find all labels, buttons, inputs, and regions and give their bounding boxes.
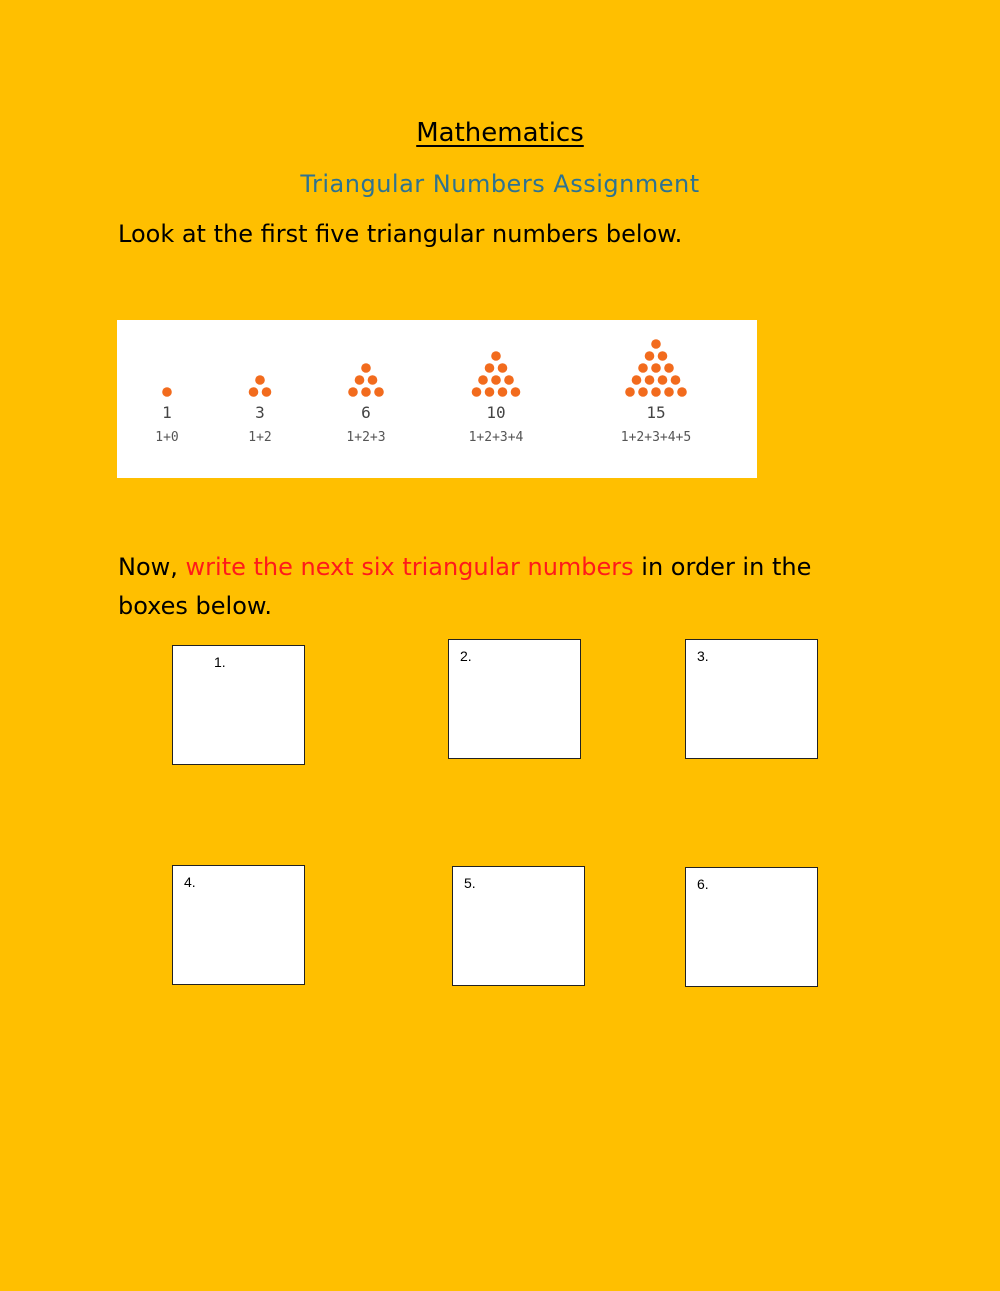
answer-box-label: 3. bbox=[697, 648, 709, 664]
dot bbox=[645, 351, 655, 361]
dot bbox=[498, 387, 508, 397]
answer-box-6[interactable] bbox=[685, 867, 818, 987]
triangular-dots-diagram bbox=[117, 320, 757, 478]
dot bbox=[651, 387, 661, 397]
dot bbox=[632, 375, 642, 385]
triangular-number-label: 15 bbox=[646, 403, 666, 422]
dot bbox=[162, 387, 172, 397]
instruction-after: in order in the boxes below. bbox=[118, 553, 812, 620]
answer-box-5[interactable] bbox=[452, 866, 585, 986]
dot bbox=[651, 363, 661, 373]
answer-box-label: 1. bbox=[214, 654, 226, 670]
page-subtitle: Triangular Numbers Assignment bbox=[300, 170, 700, 198]
dot bbox=[361, 387, 371, 397]
intro-text: Look at the first five triangular numbers below. bbox=[118, 220, 683, 248]
sum-expression-label: 1+0 bbox=[155, 430, 179, 445]
dot bbox=[664, 363, 674, 373]
dot bbox=[368, 375, 378, 385]
triangular-number-label: 10 bbox=[486, 403, 506, 422]
dot bbox=[472, 387, 482, 397]
dot bbox=[677, 387, 687, 397]
dot bbox=[638, 387, 648, 397]
answer-box-label: 6. bbox=[697, 876, 709, 892]
triangular-number-label: 1 bbox=[162, 403, 172, 422]
dot bbox=[498, 363, 508, 373]
answer-box-label: 5. bbox=[464, 875, 476, 891]
answer-box-2[interactable] bbox=[448, 639, 581, 759]
sum-expression-label: 1+2+3+4+5 bbox=[620, 430, 692, 445]
dot bbox=[658, 351, 668, 361]
dot bbox=[361, 363, 371, 373]
dot bbox=[249, 387, 259, 397]
answer-box-1[interactable] bbox=[172, 645, 305, 765]
instruction-highlight: write the next six triangular numbers bbox=[185, 553, 634, 581]
dot bbox=[491, 375, 501, 385]
triangular-number-label: 3 bbox=[255, 403, 265, 422]
dot bbox=[348, 387, 358, 397]
triangle-group-4 bbox=[469, 351, 524, 445]
sum-expression-label: 1+2 bbox=[248, 430, 272, 445]
answer-box-label: 2. bbox=[460, 648, 472, 664]
triangle-group-5 bbox=[621, 339, 691, 445]
page-title: Mathematics bbox=[416, 118, 584, 148]
dot bbox=[664, 387, 674, 397]
dot bbox=[511, 387, 521, 397]
triangular-numbers-figure bbox=[117, 320, 757, 478]
dot bbox=[355, 375, 365, 385]
dot bbox=[638, 363, 648, 373]
dot bbox=[504, 375, 514, 385]
instruction-text bbox=[118, 548, 858, 626]
dot bbox=[485, 363, 495, 373]
answer-box-3[interactable] bbox=[685, 639, 818, 759]
sum-expression-label: 1+2+3+4 bbox=[468, 430, 524, 445]
dot bbox=[491, 351, 501, 361]
triangular-number-label: 6 bbox=[361, 403, 371, 422]
triangle-group-1 bbox=[155, 387, 178, 445]
dot bbox=[478, 375, 488, 385]
instruction-before: Now, bbox=[118, 553, 186, 581]
dot bbox=[658, 375, 668, 385]
dot bbox=[671, 375, 681, 385]
dot bbox=[374, 387, 384, 397]
dot bbox=[262, 387, 272, 397]
dot bbox=[485, 387, 495, 397]
answer-box-label: 4. bbox=[184, 874, 196, 890]
triangle-group-2 bbox=[248, 375, 271, 445]
triangle-group-3 bbox=[346, 363, 385, 445]
dot bbox=[625, 387, 635, 397]
dot bbox=[255, 375, 265, 385]
sum-expression-label: 1+2+3 bbox=[346, 430, 386, 445]
dot bbox=[651, 339, 661, 349]
answer-box-4[interactable] bbox=[172, 865, 305, 985]
dot bbox=[645, 375, 655, 385]
